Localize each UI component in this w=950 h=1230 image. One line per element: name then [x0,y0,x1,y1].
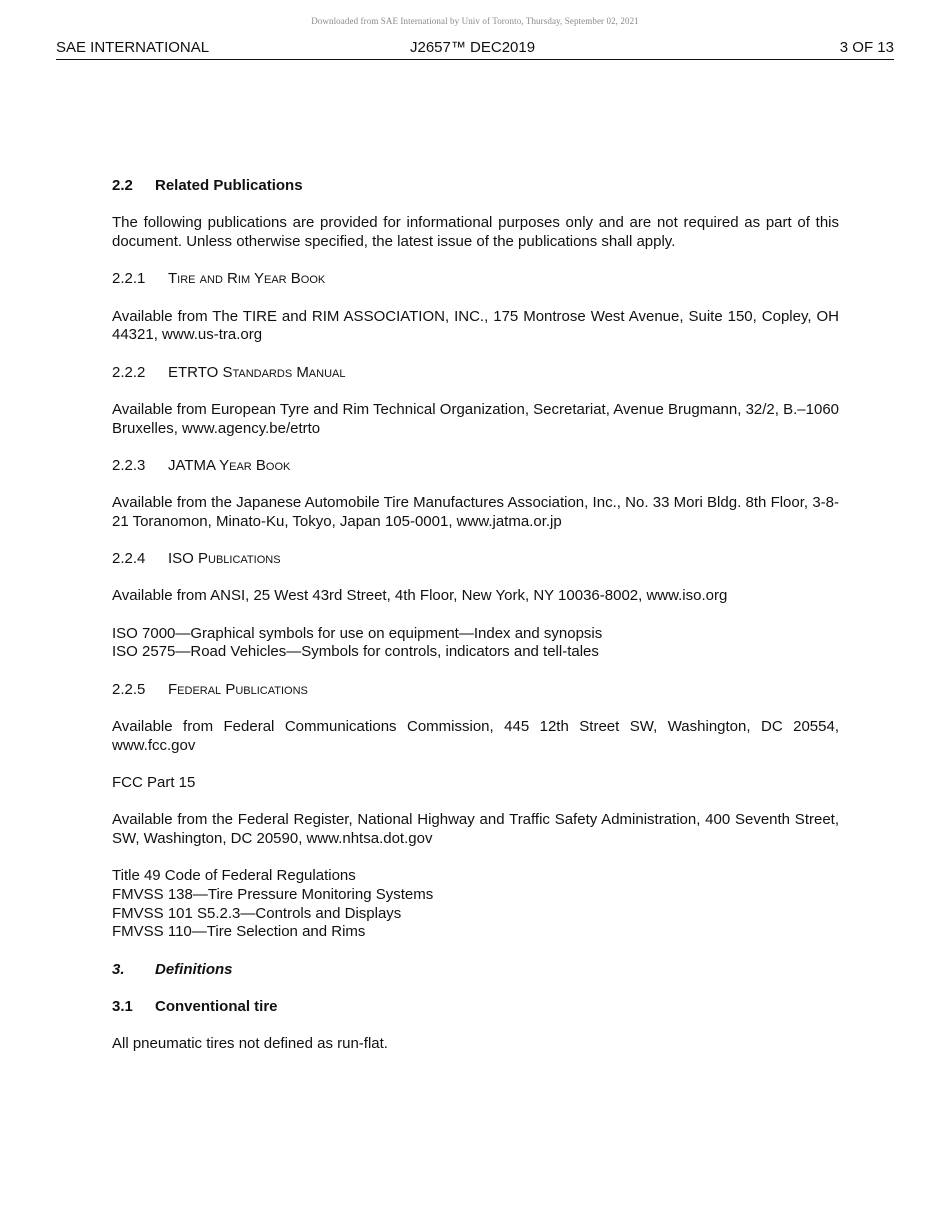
section-2-2-2-text: Available from European Tyre and Rim Technical Organization, Secretariat, Avenue Brugmann, 32/2, B.–1060 Bruxelles, www.agency.be/etrto [112,400,839,437]
section-number: 2.2.3 [112,456,146,474]
section-2-2-5-text-fcc: Available from Federal Communications Commission, 445 12th Street SW, Washington, DC 20554, www.fcc.gov [112,718,839,754]
header-document-id: J2657™ DEC2019 [410,39,536,56]
iso-reference: ISO 7000—Graphical symbols for use on equipment—Index and synopsis [112,624,603,642]
section-2-2-4-heading [112,550,839,569]
section-title: Federal Publications [168,680,308,698]
section-number: 2.2.1 [112,270,146,288]
section-2-2-3-heading [112,457,839,476]
section-number: 3.1 [112,998,133,1016]
section-2-2-heading [112,177,839,196]
section-number: 3. [112,960,125,978]
section-title: Definitions [155,960,233,978]
section-title: Tire and Rim Year Book [168,270,326,288]
page-header [56,38,894,60]
section-2-2-4-text: Available from ANSI, 25 West 43rd Street, 4th Floor, New York, NY 10036-8002, www.iso.org [112,587,728,605]
document-body [112,177,839,1054]
section-3-1-heading [112,998,839,1017]
section-2-2-text: The following publications are provided for informational purposes only and are not required as part of this document. Unless otherwise specified, the latest issue of the publications shall apply. [112,214,839,250]
federal-reference: Title 49 Code of Federal Regulations [112,867,356,885]
section-title: ETRTO Standards Manual [168,363,346,381]
section-2-2-2-heading [112,364,839,383]
section-number: 2.2 [112,177,133,194]
section-number: 2.2.5 [112,680,146,698]
fcc-reference: FCC Part 15 [112,774,196,792]
federal-reference: FMVSS 101 S5.2.3—Controls and Displays [112,904,402,922]
section-number: 2.2.4 [112,550,146,568]
download-watermark: Downloaded from SAE International by Univ of Toronto, Thursday, September 02, 2021 [311,16,639,26]
section-2-2-1-heading [112,270,839,289]
federal-reference: FMVSS 110—Tire Selection and Rims [112,923,366,941]
section-2-2-5-text-nhtsa: Available from the Federal Register, National Highway and Traffic Safety Administration, 400 Seventh Street, SW, Washington, DC 20590, www.nhtsa.dot.gov [112,811,839,848]
iso-reference: ISO 2575—Road Vehicles—Symbols for controls, indicators and tell-tales [112,643,599,661]
section-2-2-5-heading [112,681,839,700]
section-title: Related Publications [155,177,303,194]
federal-reference: FMVSS 138—Tire Pressure Monitoring Systems [112,886,434,904]
section-2-2-3-text: Available from the Japanese Automobile Tire Manufactures Association, Inc., No. 33 Mori Bldg. 8th Floor, 3-8-21 Toranomon, Minato-Ku, Tokyo, Japan 105-0001, www.jatma.or.jp [112,494,839,530]
header-organization: SAE INTERNATIONAL [56,39,210,56]
section-title: Conventional tire [155,998,278,1016]
section-title: JATMA Year Book [168,456,291,474]
section-number: 2.2.2 [112,363,146,381]
section-title: ISO Publications [168,550,281,568]
header-page-number: 3 OF 13 [839,39,894,56]
section-2-2-1-text: Available from The TIRE and RIM ASSOCIATION, INC., 175 Montrose West Avenue, Suite 150, Copley, OH 44321, www.us-tra.org [112,307,839,344]
section-3-1-text: All pneumatic tires not defined as run-flat. [112,1035,388,1053]
section-3-heading [112,961,839,980]
